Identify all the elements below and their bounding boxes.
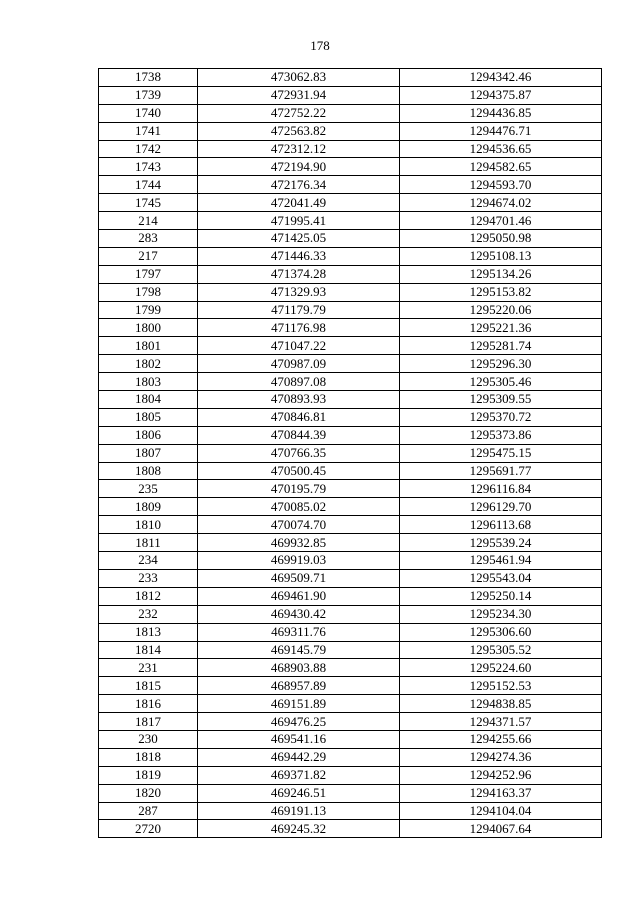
- y-coordinate-cell: 1295108.13: [400, 247, 602, 265]
- table-row: [99, 552, 602, 570]
- table-row: [99, 802, 602, 820]
- table-row: [99, 695, 602, 713]
- page-number: 178: [310, 38, 330, 53]
- x-coordinate-cell: 470987.09: [198, 355, 400, 373]
- table-row: [99, 480, 602, 498]
- y-coordinate-cell: 1295152.53: [400, 677, 602, 695]
- y-coordinate-cell: 1294593.70: [400, 176, 602, 194]
- y-coordinate-cell: 1295691.77: [400, 462, 602, 480]
- x-coordinate-cell: 469311.76: [198, 623, 400, 641]
- table-row: [99, 713, 602, 731]
- point-number-cell: 232: [99, 605, 198, 623]
- y-coordinate-cell: 1294436.85: [400, 104, 602, 122]
- point-number-cell: 1799: [99, 301, 198, 319]
- point-number-cell: 283: [99, 230, 198, 248]
- table-row: [99, 337, 602, 355]
- table-row: [99, 355, 602, 373]
- table-row: [99, 194, 602, 212]
- point-number-cell: 230: [99, 730, 198, 748]
- y-coordinate-cell: 1295543.04: [400, 569, 602, 587]
- y-coordinate-cell: 1294163.37: [400, 784, 602, 802]
- point-number-cell: 1820: [99, 784, 198, 802]
- point-number-cell: 214: [99, 212, 198, 230]
- point-number-cell: 1819: [99, 766, 198, 784]
- y-coordinate-cell: 1295370.72: [400, 408, 602, 426]
- y-coordinate-cell: 1295296.30: [400, 355, 602, 373]
- x-coordinate-cell: 472563.82: [198, 122, 400, 140]
- coordinates-table: [98, 68, 602, 838]
- x-coordinate-cell: 470897.08: [198, 373, 400, 391]
- point-number-cell: 217: [99, 247, 198, 265]
- point-number-cell: 1811: [99, 534, 198, 552]
- x-coordinate-cell: 469430.42: [198, 605, 400, 623]
- x-coordinate-cell: 469245.32: [198, 820, 400, 838]
- table-row: [99, 677, 602, 695]
- y-coordinate-cell: 1295373.86: [400, 426, 602, 444]
- x-coordinate-cell: 472312.12: [198, 140, 400, 158]
- y-coordinate-cell: 1295461.94: [400, 552, 602, 570]
- y-coordinate-cell: 1294252.96: [400, 766, 602, 784]
- table-row: [99, 301, 602, 319]
- x-coordinate-cell: 471425.05: [198, 230, 400, 248]
- point-number-cell: 1816: [99, 695, 198, 713]
- y-coordinate-cell: 1294476.71: [400, 122, 602, 140]
- x-coordinate-cell: 471995.41: [198, 212, 400, 230]
- y-coordinate-cell: 1294536.65: [400, 140, 602, 158]
- table-row: [99, 86, 602, 104]
- table-row: [99, 623, 602, 641]
- x-coordinate-cell: 469461.90: [198, 587, 400, 605]
- x-coordinate-cell: 470893.93: [198, 391, 400, 409]
- y-coordinate-cell: 1295153.82: [400, 283, 602, 301]
- x-coordinate-cell: 470766.35: [198, 444, 400, 462]
- y-coordinate-cell: 1295475.15: [400, 444, 602, 462]
- y-coordinate-cell: 1294582.65: [400, 158, 602, 176]
- y-coordinate-cell: 1295220.06: [400, 301, 602, 319]
- table-row: [99, 283, 602, 301]
- table-row: [99, 605, 602, 623]
- table-row: [99, 426, 602, 444]
- x-coordinate-cell: 469919.03: [198, 552, 400, 570]
- point-number-cell: 233: [99, 569, 198, 587]
- x-coordinate-cell: 472176.34: [198, 176, 400, 194]
- table-row: [99, 122, 602, 140]
- point-number-cell: 287: [99, 802, 198, 820]
- point-number-cell: 1742: [99, 140, 198, 158]
- x-coordinate-cell: 473062.83: [198, 69, 400, 87]
- point-number-cell: 1801: [99, 337, 198, 355]
- y-coordinate-cell: 1294104.04: [400, 802, 602, 820]
- point-number-cell: 1741: [99, 122, 198, 140]
- table-row: [99, 408, 602, 426]
- table-row: [99, 69, 602, 87]
- point-number-cell: 1804: [99, 391, 198, 409]
- table-row: [99, 462, 602, 480]
- table-row: [99, 212, 602, 230]
- y-coordinate-cell: 1295539.24: [400, 534, 602, 552]
- table-row: [99, 444, 602, 462]
- y-coordinate-cell: 1294274.36: [400, 748, 602, 766]
- x-coordinate-cell: 470085.02: [198, 498, 400, 516]
- x-coordinate-cell: 471329.93: [198, 283, 400, 301]
- table-row: [99, 158, 602, 176]
- table-row: [99, 265, 602, 283]
- y-coordinate-cell: 1295306.60: [400, 623, 602, 641]
- y-coordinate-cell: 1295224.60: [400, 659, 602, 677]
- point-number-cell: 1810: [99, 516, 198, 534]
- y-coordinate-cell: 1295221.36: [400, 319, 602, 337]
- point-number-cell: 1807: [99, 444, 198, 462]
- x-coordinate-cell: 470074.70: [198, 516, 400, 534]
- x-coordinate-cell: 469145.79: [198, 641, 400, 659]
- x-coordinate-cell: 469191.13: [198, 802, 400, 820]
- x-coordinate-cell: 472752.22: [198, 104, 400, 122]
- point-number-cell: 1745: [99, 194, 198, 212]
- x-coordinate-cell: 470500.45: [198, 462, 400, 480]
- point-number-cell: 234: [99, 552, 198, 570]
- y-coordinate-cell: 1296113.68: [400, 516, 602, 534]
- point-number-cell: 1744: [99, 176, 198, 194]
- x-coordinate-cell: 471374.28: [198, 265, 400, 283]
- table-row: [99, 516, 602, 534]
- point-number-cell: 235: [99, 480, 198, 498]
- point-number-cell: 1809: [99, 498, 198, 516]
- x-coordinate-cell: 472931.94: [198, 86, 400, 104]
- x-coordinate-cell: 471047.22: [198, 337, 400, 355]
- table-row: [99, 391, 602, 409]
- y-coordinate-cell: 1295050.98: [400, 230, 602, 248]
- table-row: [99, 659, 602, 677]
- point-number-cell: 1805: [99, 408, 198, 426]
- x-coordinate-cell: 469442.29: [198, 748, 400, 766]
- x-coordinate-cell: 471179.79: [198, 301, 400, 319]
- table-row: [99, 748, 602, 766]
- x-coordinate-cell: 470844.39: [198, 426, 400, 444]
- x-coordinate-cell: 468903.88: [198, 659, 400, 677]
- x-coordinate-cell: 469509.71: [198, 569, 400, 587]
- y-coordinate-cell: 1295305.52: [400, 641, 602, 659]
- x-coordinate-cell: 470195.79: [198, 480, 400, 498]
- y-coordinate-cell: 1294674.02: [400, 194, 602, 212]
- table-row: [99, 319, 602, 337]
- point-number-cell: 1802: [99, 355, 198, 373]
- x-coordinate-cell: 469371.82: [198, 766, 400, 784]
- y-coordinate-cell: 1295234.30: [400, 605, 602, 623]
- table-row: [99, 140, 602, 158]
- y-coordinate-cell: 1294255.66: [400, 730, 602, 748]
- y-coordinate-cell: 1295250.14: [400, 587, 602, 605]
- y-coordinate-cell: 1294838.85: [400, 695, 602, 713]
- table-row: [99, 820, 602, 838]
- point-number-cell: 1814: [99, 641, 198, 659]
- y-coordinate-cell: 1294375.87: [400, 86, 602, 104]
- x-coordinate-cell: 472041.49: [198, 194, 400, 212]
- point-number-cell: 1815: [99, 677, 198, 695]
- coordinates-table-body: [99, 69, 602, 838]
- point-number-cell: 1738: [99, 69, 198, 87]
- y-coordinate-cell: 1295309.55: [400, 391, 602, 409]
- y-coordinate-cell: 1294371.57: [400, 713, 602, 731]
- point-number-cell: 1818: [99, 748, 198, 766]
- point-number-cell: 1812: [99, 587, 198, 605]
- point-number-cell: 1797: [99, 265, 198, 283]
- table-row: [99, 247, 602, 265]
- table-row: [99, 230, 602, 248]
- x-coordinate-cell: 469541.16: [198, 730, 400, 748]
- x-coordinate-cell: 468957.89: [198, 677, 400, 695]
- y-coordinate-cell: 1295305.46: [400, 373, 602, 391]
- y-coordinate-cell: 1294342.46: [400, 69, 602, 87]
- point-number-cell: 1813: [99, 623, 198, 641]
- x-coordinate-cell: 471446.33: [198, 247, 400, 265]
- table-row: [99, 373, 602, 391]
- y-coordinate-cell: 1296129.70: [400, 498, 602, 516]
- point-number-cell: 1803: [99, 373, 198, 391]
- table-row: [99, 498, 602, 516]
- point-number-cell: 1806: [99, 426, 198, 444]
- point-number-cell: 2720: [99, 820, 198, 838]
- table-row: [99, 534, 602, 552]
- point-number-cell: 1740: [99, 104, 198, 122]
- x-coordinate-cell: 469246.51: [198, 784, 400, 802]
- point-number-cell: 1798: [99, 283, 198, 301]
- point-number-cell: 1817: [99, 713, 198, 731]
- x-coordinate-cell: 471176.98: [198, 319, 400, 337]
- y-coordinate-cell: 1295281.74: [400, 337, 602, 355]
- table-row: [99, 766, 602, 784]
- table-row: [99, 176, 602, 194]
- x-coordinate-cell: 472194.90: [198, 158, 400, 176]
- x-coordinate-cell: 469476.25: [198, 713, 400, 731]
- y-coordinate-cell: 1294067.64: [400, 820, 602, 838]
- point-number-cell: 231: [99, 659, 198, 677]
- y-coordinate-cell: 1295134.26: [400, 265, 602, 283]
- x-coordinate-cell: 469151.89: [198, 695, 400, 713]
- table-row: [99, 730, 602, 748]
- table-row: [99, 104, 602, 122]
- table-row: [99, 641, 602, 659]
- point-number-cell: 1739: [99, 86, 198, 104]
- table-row: [99, 784, 602, 802]
- x-coordinate-cell: 469932.85: [198, 534, 400, 552]
- point-number-cell: 1800: [99, 319, 198, 337]
- x-coordinate-cell: 470846.81: [198, 408, 400, 426]
- y-coordinate-cell: 1294701.46: [400, 212, 602, 230]
- point-number-cell: 1743: [99, 158, 198, 176]
- table-row: [99, 569, 602, 587]
- table-row: [99, 587, 602, 605]
- point-number-cell: 1808: [99, 462, 198, 480]
- y-coordinate-cell: 1296116.84: [400, 480, 602, 498]
